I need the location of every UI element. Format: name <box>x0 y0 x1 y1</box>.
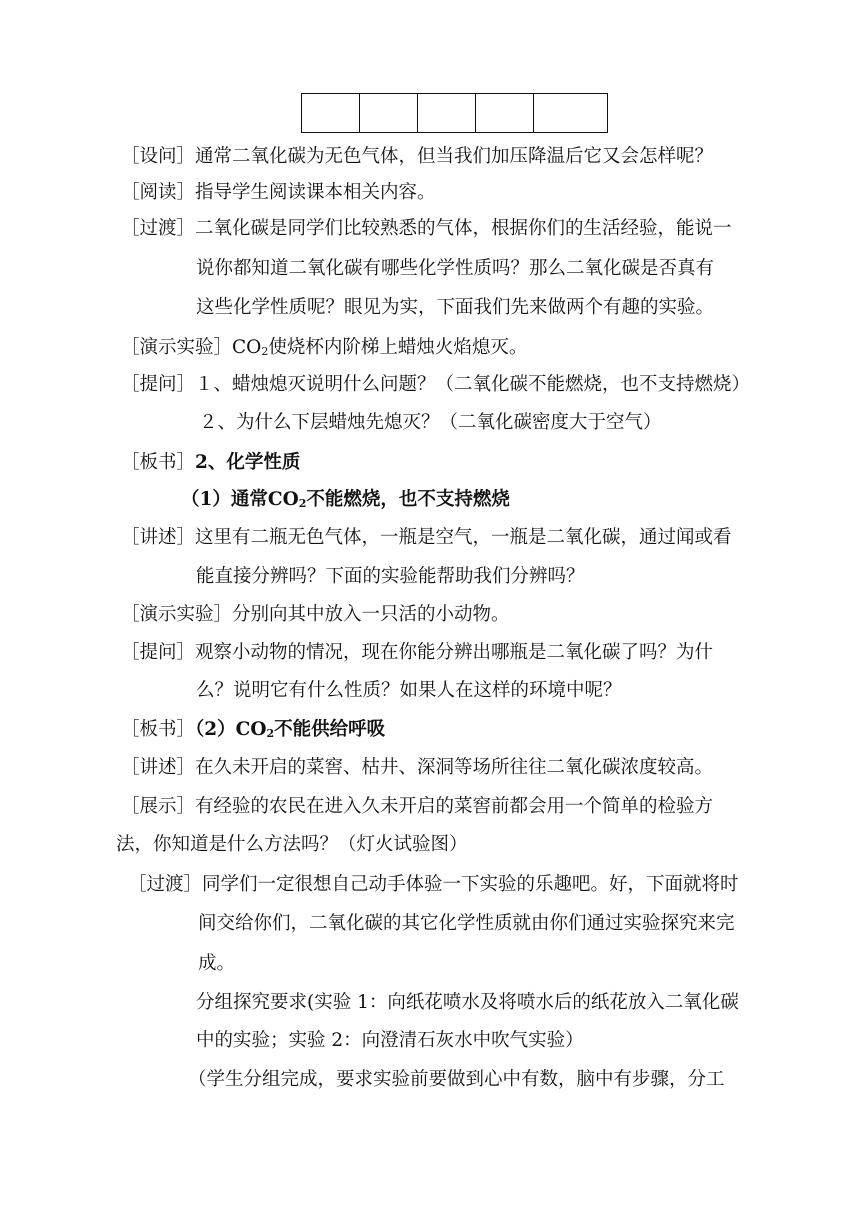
line-text: 分别向其中放入一只活的小动物。 <box>232 604 510 625</box>
line-group-requirements <box>196 991 739 1015</box>
line-board-property-1: （1）通常$CO_2$不能燃烧，也不支持燃烧 <box>181 489 510 510</box>
line-transition-2-cont-2 <box>198 952 235 976</box>
line-transition-2-cont-1 <box>198 912 735 936</box>
line-board-property-2: ［板书$](2)CO_2$不能供给呼吸 <box>121 719 386 740</box>
line-text: １、蜡烛熄灭说明什么问题？（二氧化碳不能燃烧，也不支持燃烧） <box>195 374 751 395</box>
line-text: 二氧化碳是同学们比较熟悉的气体，根据你们的生活经验，能说一 <box>195 218 732 239</box>
line-text: 这些化学性质呢？眼见为实，下面我们先来做两个有趣的实验。 <box>196 297 715 318</box>
section-tag: ［过渡］ <box>121 218 196 239</box>
line-text: 能直接分辨吗？下面的实验能帮助我们分辨吗？ <box>196 566 585 587</box>
table-cell <box>302 94 360 133</box>
section-tag: ［演示实验］ <box>121 604 233 625</box>
line-text: 成。 <box>198 953 236 974</box>
line-show-farmers-cont <box>116 833 468 857</box>
line-student-groups <box>188 1068 725 1092</box>
line-text: 法，你知道是什么方法吗？（灯火试验图） <box>116 834 468 855</box>
table-cell <box>534 94 608 133</box>
line-text: 通常二氧化碳为无色气体，但当我们加压降温后它又会怎样呢？ <box>195 146 714 167</box>
line-explain-bottles <box>121 526 732 550</box>
line-text: 分组探究要求(实验 1：向纸花喷水及将喷水后的纸花放入二氧化碳 <box>196 992 739 1013</box>
section-tag: ［板书］ <box>121 719 196 740</box>
table-cell <box>360 94 418 133</box>
line-question-liquid-co2 <box>121 145 713 169</box>
section-tag: ［展示］ <box>121 796 196 817</box>
line-text: 指导学生阅读课本相关内容。 <box>195 182 436 203</box>
line-demo-animal <box>121 603 510 627</box>
section-tag: ［阅读］ <box>121 182 196 203</box>
line-transition-2 <box>128 873 739 897</box>
section-tag: ［讲述］ <box>121 757 196 778</box>
formula-co2: $CO_2$ <box>232 337 269 358</box>
section-tag: ［过渡］ <box>128 874 203 895</box>
line-demo-candles <box>121 336 527 360</box>
line-transition-1-cont-2 <box>196 296 714 320</box>
table-cell <box>476 94 534 133</box>
section-tag: ［提问］ <box>121 374 196 395</box>
board-heading: 2、化学性质 <box>195 452 301 473</box>
line-text: 说你都知道二氧化碳有哪些化学性质吗？那么二氧化碳是否真有 <box>196 258 715 279</box>
line-text: 间交给你们，二氧化碳的其它化学性质就由你们通过实验探究来完 <box>198 913 735 934</box>
line-text: 么？说明它有什么性质？如果人在这样的环境中呢？ <box>196 680 622 701</box>
line-text: 使烧杯内阶梯上蜡烛火焰熄灭。 <box>268 337 528 358</box>
line-text: 同学们一定很想自己动手体验一下实验的乐趣吧。好，下面就将时 <box>202 874 739 895</box>
line-text: 观察小动物的情况，现在你能分辨出哪瓶是二氧化碳了吗？为什 <box>195 642 714 663</box>
section-tag: ［板书］ <box>121 452 196 473</box>
formula-co2: $CO_2$ <box>235 719 275 740</box>
formula-co2: $CO_2$ <box>267 489 307 510</box>
line-transition-1-cont-1 <box>196 257 714 281</box>
section-tag: ［讲述］ <box>121 527 196 548</box>
line-text: 中的实验；实验 2：向澄清石灰水中吹气实验） <box>196 1030 584 1051</box>
line-group-requirements-cont <box>196 1029 584 1053</box>
line-explain-cellars <box>121 756 713 780</box>
line-reading <box>121 181 436 205</box>
line-question-animal-cont <box>196 679 622 703</box>
section-tag: ［提问］ <box>121 642 196 663</box>
table-cell <box>418 94 476 133</box>
line-show-farmers <box>121 795 713 819</box>
blank-table <box>301 93 608 133</box>
section-tag: ［设问］ <box>121 146 196 167</box>
table-row <box>302 94 608 133</box>
line-board-chemical-properties <box>121 451 300 475</box>
section-tag: ［演示实验］ <box>121 337 233 358</box>
line-text: 有经验的农民在进入久未开启的菜窖前都会用一个简单的检验方 <box>195 796 714 817</box>
line-question-1 <box>121 373 750 397</box>
line-transition-1 <box>121 217 732 241</box>
line-text: （学生分组完成，要求实验前要做到心中有数，脑中有步骤，分工 <box>188 1069 725 1090</box>
line-question-animal <box>121 641 713 665</box>
line-text: 在久未开启的菜窖、枯井、深洞等场所往往二氧化碳浓度较高。 <box>195 757 714 778</box>
line-explain-bottles-cont <box>196 565 585 589</box>
line-question-2 <box>199 411 662 435</box>
line-text: ２、为什么下层蜡烛先熄灭？（二氧化碳密度大于空气） <box>199 412 662 433</box>
line-text: 这里有二瓶无色气体，一瓶是空气，一瓶是二氧化碳，通过闻或看 <box>195 527 732 548</box>
